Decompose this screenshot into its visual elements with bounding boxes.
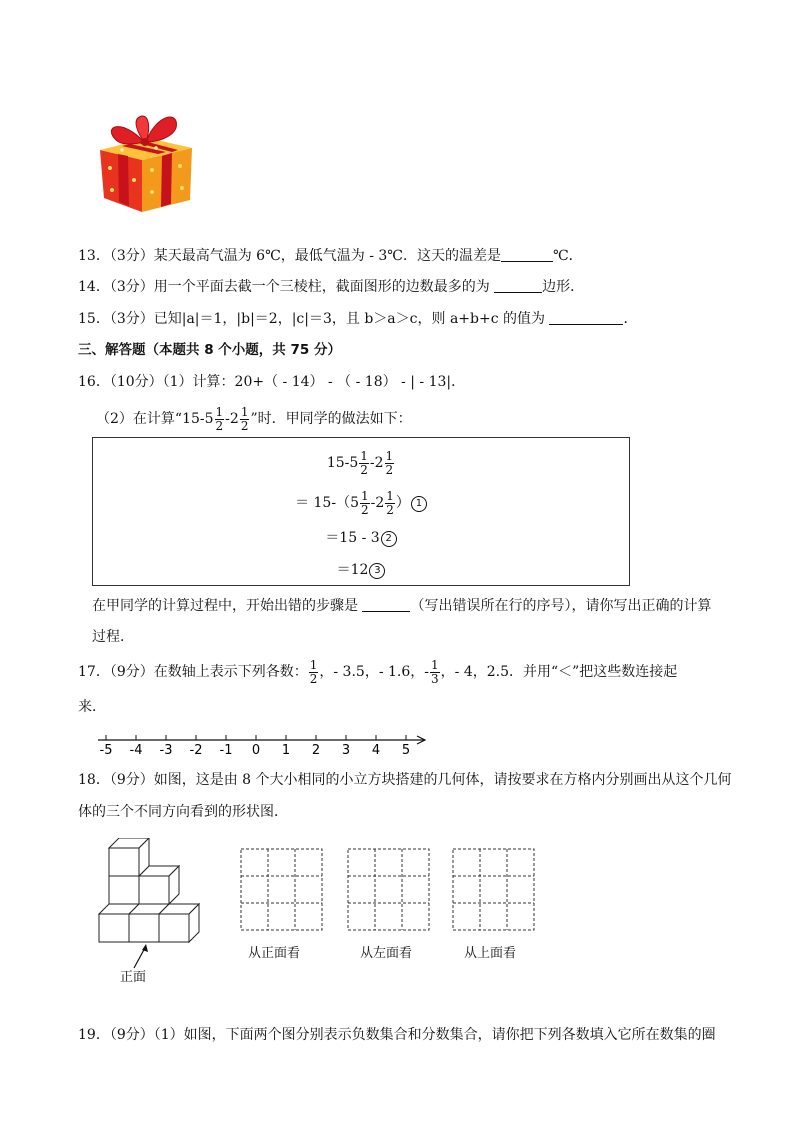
answer-blank[interactable]: [549, 310, 623, 325]
question-14: [78, 277, 584, 297]
question-16-instruction-line-2: 过程．: [92, 629, 134, 645]
number-line-tick-label: 1: [281, 743, 291, 758]
question-16-instruction-suffix: （写出错误所在行的序号），请你写出正确的计算: [410, 598, 712, 614]
question-17-mid-2: ，- 4，2.5．并用“＜”把这些数连接起: [440, 664, 678, 680]
grid-label-top: 从上面看: [464, 946, 517, 961]
question-15-suffix: ．: [623, 311, 638, 327]
question-19-line-1: 19．（9分）（1）如图，下面两个图分别表示负数集合和分数集合，请你把下列各数填入它所在数集的圈: [78, 1027, 716, 1043]
fraction: $\frac{1}{2}$: [240, 404, 249, 433]
grid-label-front: 从正面看: [248, 946, 301, 961]
question-13-text: 13．（3分）某天最高气温为 6℃，最低气温为 - 3℃．这天的温差是: [78, 248, 501, 264]
grid-left-view[interactable]: [347, 848, 431, 932]
calc-row-2: ＝ 15-（5 $\frac{1}{2}$ -2 $\frac{1}{2}$ ） 1: [93, 488, 629, 518]
fraction: $\frac{1}{3}$: [431, 657, 439, 686]
number-line-tick-label: -3: [159, 743, 173, 758]
question-17: [78, 657, 677, 687]
answer-blank[interactable]: [362, 597, 410, 612]
calculation-box: [92, 437, 630, 586]
calc-row-3: ＝15 - 3 2: [93, 528, 629, 548]
question-18-line-1: 18．（9分）如图，这是由 8 个大小相同的小立方块搭建的几何体，请按要求在方格内分别画出从这个几何: [78, 772, 732, 788]
section-heading: 三、解答题（本题共 8 个小题，共 75 分）: [78, 342, 341, 358]
question-16-part-2-suffix: ”时．甲同学的做法如下：: [250, 411, 412, 427]
number-line-ticks: [100, 735, 411, 758]
answer-blank[interactable]: [501, 247, 553, 262]
number-line-tick-label: -2: [189, 743, 203, 758]
step-marker-1: 1: [411, 496, 427, 512]
fraction: $\frac{1}{2}$: [215, 404, 224, 433]
number-line-tick-label: 5: [401, 743, 411, 758]
step-marker-2: 2: [381, 531, 397, 547]
question-16-instruction-text: 在甲同学的计算过程中，开始出错的步骤是: [92, 598, 363, 614]
answer-blank[interactable]: [494, 278, 542, 293]
question-17-text: 17．（9分）在数轴上表示下列各数：: [78, 664, 308, 680]
question-18-line-2: 体的三个不同方向看到的形状图．: [78, 804, 288, 820]
question-16-part-2-text: （2）在计算“15-5: [96, 411, 214, 427]
front-label: 正面: [120, 970, 147, 985]
question-16-instruction: [92, 596, 711, 616]
question-14-suffix: 边形．: [542, 279, 585, 295]
question-16-part-2-mid: -2: [225, 411, 239, 427]
gift-box-image: [92, 108, 202, 218]
question-13-suffix: ℃．: [552, 248, 583, 264]
number-line-tick-label: -4: [129, 743, 143, 758]
step-marker-3: 3: [369, 563, 385, 579]
question-17-mid-1: ，- 3.5，- 1.6，-: [319, 664, 429, 680]
number-line-tick-label: -5: [99, 743, 113, 758]
question-13: [78, 246, 583, 266]
question-14-text: 14．（3分）用一个平面去截一个三棱柱，截面图形的边数最多的为: [78, 279, 495, 295]
number-line-tick-label: 4: [371, 743, 381, 758]
number-line-tick-label: 0: [251, 743, 261, 758]
calc-row-4: ＝12 3: [93, 560, 629, 580]
number-line-tick-label: 2: [311, 743, 321, 758]
number-line-tick-label: -1: [219, 743, 233, 758]
number-line: [96, 728, 432, 758]
question-15: [78, 309, 637, 329]
question-17-line-2: 来．: [78, 699, 106, 715]
question-16-part-1: 16．（10分）（1）计算：20+（ - 14） - （ - 18） - | - 13|．: [78, 374, 466, 390]
fraction: $\frac{1}{2}$: [309, 657, 318, 686]
calc-row-1: 15-5 $\frac{1}{2}$ -2 $\frac{1}{2}$: [326, 448, 394, 477]
cube-structure: [96, 838, 200, 946]
grid-top-view[interactable]: [452, 848, 536, 932]
question-15-text: 15．（3分）已知|a|＝1，|b|＝2，|c|＝3，且 b＞a＞c，则 a+b+c 的值为: [78, 311, 550, 327]
question-16-part-2: [96, 404, 412, 434]
grid-label-left: 从左面看: [360, 946, 413, 961]
grid-front-view[interactable]: [240, 848, 324, 932]
number-line-tick-label: 3: [341, 743, 351, 758]
